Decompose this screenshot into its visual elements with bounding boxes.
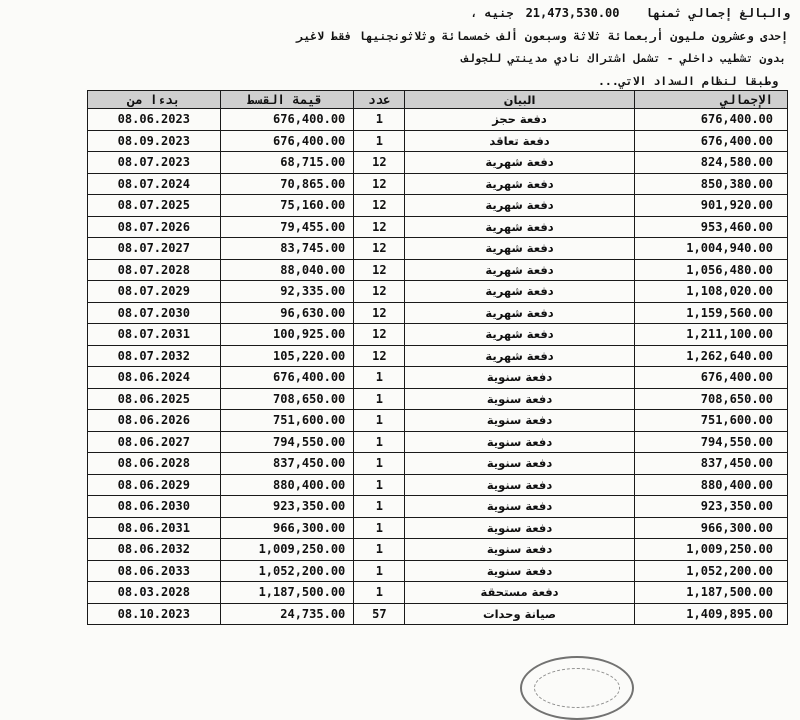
cell-total: 1,004,940.00 <box>634 238 787 260</box>
cell-start-date: 08.07.2032 <box>88 345 221 367</box>
cell-count: 1 <box>354 539 405 561</box>
cell-description: دفعة سنوية <box>405 560 634 582</box>
cell-count: 1 <box>354 109 405 131</box>
cell-description: دفعة سنوية <box>405 474 634 496</box>
table-header-row <box>88 91 788 109</box>
cell-description: دفعة سنوية <box>405 517 634 539</box>
cell-total: 1,159,560.00 <box>634 302 787 324</box>
cell-start-date: 08.07.2030 <box>88 302 221 324</box>
cell-total: 751,600.00 <box>634 410 787 432</box>
amount-in-words-line <box>282 29 788 43</box>
cell-description: دفعة سنوية <box>405 410 634 432</box>
cell-installment-value: 79,455.00 <box>220 216 354 238</box>
cell-installment-value: 100,925.00 <box>220 324 354 346</box>
cell-start-date: 08.06.2027 <box>88 431 221 453</box>
cell-start-date: 08.06.2029 <box>88 474 221 496</box>
cell-count: 1 <box>354 367 405 389</box>
cell-total: 1,056,480.00 <box>634 259 787 281</box>
cell-count: 12 <box>354 324 405 346</box>
total-price-amount: 21,473,530.00 <box>525 6 620 20</box>
cell-description: دفعة شهرية <box>405 152 634 174</box>
cell-start-date: 08.07.2028 <box>88 259 221 281</box>
cell-count: 12 <box>354 238 405 260</box>
total-price-line <box>470 6 790 20</box>
cell-start-date: 08.06.2025 <box>88 388 221 410</box>
cell-start-date: 08.10.2023 <box>88 603 221 625</box>
cell-count: 1 <box>354 130 405 152</box>
cell-start-date: 08.06.2024 <box>88 367 221 389</box>
cell-count: 12 <box>354 173 405 195</box>
table-row <box>88 410 788 432</box>
header-description: البيان <box>405 91 634 109</box>
cell-start-date: 08.06.2033 <box>88 560 221 582</box>
cell-start-date: 08.07.2025 <box>88 195 221 217</box>
cell-installment-value: 105,220.00 <box>220 345 354 367</box>
cell-installment-value: 708,650.00 <box>220 388 354 410</box>
cell-count: 1 <box>354 517 405 539</box>
table-row <box>88 474 788 496</box>
header-installment-value: قيمة القسط <box>220 91 354 109</box>
cell-installment-value: 676,400.00 <box>220 109 354 131</box>
table-row <box>88 582 788 604</box>
cell-installment-value: 966,300.00 <box>220 517 354 539</box>
cell-installment-value: 92,335.00 <box>220 281 354 303</box>
table-row <box>88 238 788 260</box>
cell-total: 1,211,100.00 <box>634 324 787 346</box>
cell-installment-value: 96,630.00 <box>220 302 354 324</box>
table-row <box>88 130 788 152</box>
cell-start-date: 08.07.2023 <box>88 152 221 174</box>
table-row <box>88 539 788 561</box>
company-stamp-inner-ring <box>534 668 620 708</box>
cell-description: دفعة شهرية <box>405 302 634 324</box>
cell-installment-value: 70,865.00 <box>220 173 354 195</box>
cell-count: 1 <box>354 410 405 432</box>
cell-description: صيانة وحدات <box>405 603 634 625</box>
cell-count: 12 <box>354 302 405 324</box>
total-price-currency: جنيه ، <box>470 6 514 20</box>
cell-start-date: 08.06.2032 <box>88 539 221 561</box>
cell-total: 794,550.00 <box>634 431 787 453</box>
cell-description: دفعة سنوية <box>405 431 634 453</box>
cell-description: دفعة شهرية <box>405 173 634 195</box>
cell-count: 1 <box>354 496 405 518</box>
table-row <box>88 496 788 518</box>
cell-start-date: 08.07.2024 <box>88 173 221 195</box>
cell-total: 1,262,640.00 <box>634 345 787 367</box>
company-stamp <box>520 656 634 720</box>
cell-installment-value: 880,400.00 <box>220 474 354 496</box>
cell-description: دفعة سنوية <box>405 539 634 561</box>
cell-description: دفعة سنوية <box>405 388 634 410</box>
cell-count: 1 <box>354 388 405 410</box>
cell-start-date: 08.06.2026 <box>88 410 221 432</box>
cell-count: 12 <box>354 259 405 281</box>
cell-total: 676,400.00 <box>634 109 787 131</box>
cell-description: دفعة مستحقة <box>405 582 634 604</box>
cell-description: دفعة حجز <box>405 109 634 131</box>
cell-installment-value: 68,715.00 <box>220 152 354 174</box>
cell-start-date: 08.06.2028 <box>88 453 221 475</box>
cell-total: 1,108,020.00 <box>634 281 787 303</box>
cell-total: 880,400.00 <box>634 474 787 496</box>
cell-total: 837,450.00 <box>634 453 787 475</box>
cell-start-date: 08.06.2030 <box>88 496 221 518</box>
cell-total: 1,187,500.00 <box>634 582 787 604</box>
table-row <box>88 281 788 303</box>
cell-installment-value: 88,040.00 <box>220 259 354 281</box>
cell-count: 1 <box>354 560 405 582</box>
cell-installment-value: 837,450.00 <box>220 453 354 475</box>
cell-description: دفعة شهرية <box>405 324 634 346</box>
header-count: عدد <box>354 91 405 109</box>
cell-count: 12 <box>354 152 405 174</box>
cell-count: 1 <box>354 582 405 604</box>
cell-start-date: 08.09.2023 <box>88 130 221 152</box>
table-row <box>88 195 788 217</box>
table-row <box>88 367 788 389</box>
cell-count: 12 <box>354 195 405 217</box>
cell-description: دفعة شهرية <box>405 216 634 238</box>
table-row <box>88 388 788 410</box>
cell-total: 1,052,200.00 <box>634 560 787 582</box>
header-start-date: بدءا من <box>88 91 221 109</box>
payment-plan-intro: وطبقا لنظام السداد الاتي... <box>597 74 778 88</box>
cell-installment-value: 676,400.00 <box>220 130 354 152</box>
cell-total: 923,350.00 <box>634 496 787 518</box>
cell-installment-value: 676,400.00 <box>220 367 354 389</box>
table-row <box>88 109 788 131</box>
cell-start-date: 08.06.2031 <box>88 517 221 539</box>
cell-installment-value: 923,350.00 <box>220 496 354 518</box>
cell-start-date: 08.07.2026 <box>88 216 221 238</box>
table-row <box>88 324 788 346</box>
cell-count: 12 <box>354 216 405 238</box>
cell-installment-value: 751,600.00 <box>220 410 354 432</box>
cell-start-date: 08.07.2031 <box>88 324 221 346</box>
cell-total: 676,400.00 <box>634 130 787 152</box>
cell-total: 1,009,250.00 <box>634 539 787 561</box>
cell-total: 824,580.00 <box>634 152 787 174</box>
cell-count: 12 <box>354 345 405 367</box>
cell-description: دفعة شهرية <box>405 259 634 281</box>
cell-start-date: 08.03.2028 <box>88 582 221 604</box>
table-row <box>88 259 788 281</box>
header-total: الإجمالي <box>634 91 787 109</box>
cell-count: 1 <box>354 474 405 496</box>
cell-total: 676,400.00 <box>634 367 787 389</box>
table-row <box>88 302 788 324</box>
table-row <box>88 603 788 625</box>
cell-count: 1 <box>354 453 405 475</box>
cell-total: 953,460.00 <box>634 216 787 238</box>
cell-description: دفعة تعاقد <box>405 130 634 152</box>
table-row <box>88 173 788 195</box>
cell-start-date: 08.07.2027 <box>88 238 221 260</box>
cell-installment-value: 83,745.00 <box>220 238 354 260</box>
cell-count: 12 <box>354 281 405 303</box>
finishing-note: بدون تشطيب داخلي - تشمل اشتراك نادي مدينتي للجولف <box>461 52 786 65</box>
cell-installment-value: 75,160.00 <box>220 195 354 217</box>
table-body <box>88 109 788 625</box>
table-row <box>88 152 788 174</box>
cell-installment-value: 1,187,500.00 <box>220 582 354 604</box>
cell-description: دفعة سنوية <box>405 453 634 475</box>
cell-total: 966,300.00 <box>634 517 787 539</box>
amount-in-words: إحدى وعشرون مليون أربعمائة ثلاثة وسبعون ألف خمسمائة وثلاثون <box>393 29 788 43</box>
cell-installment-value: 24,735.00 <box>220 603 354 625</box>
table-row <box>88 431 788 453</box>
cell-installment-value: 1,009,250.00 <box>220 539 354 561</box>
amount-in-words-currency: جنيها فقط لاغير <box>296 29 394 43</box>
cell-total: 850,380.00 <box>634 173 787 195</box>
cell-total: 901,920.00 <box>634 195 787 217</box>
total-price-label: والبالغ إجمالي ثمنها <box>645 6 790 20</box>
table-row <box>88 453 788 475</box>
cell-count: 1 <box>354 431 405 453</box>
cell-start-date: 08.06.2023 <box>88 109 221 131</box>
cell-total: 1,409,895.00 <box>634 603 787 625</box>
cell-total: 708,650.00 <box>634 388 787 410</box>
table-row <box>88 560 788 582</box>
cell-description: دفعة شهرية <box>405 195 634 217</box>
payment-schedule-table <box>87 90 788 625</box>
cell-count: 57 <box>354 603 405 625</box>
cell-description: دفعة سنوية <box>405 367 634 389</box>
table-row <box>88 216 788 238</box>
table-row <box>88 345 788 367</box>
cell-installment-value: 794,550.00 <box>220 431 354 453</box>
cell-installment-value: 1,052,200.00 <box>220 560 354 582</box>
cell-start-date: 08.07.2029 <box>88 281 221 303</box>
cell-description: دفعة شهرية <box>405 238 634 260</box>
cell-description: دفعة سنوية <box>405 496 634 518</box>
cell-description: دفعة شهرية <box>405 281 634 303</box>
cell-description: دفعة شهرية <box>405 345 634 367</box>
table-row <box>88 517 788 539</box>
